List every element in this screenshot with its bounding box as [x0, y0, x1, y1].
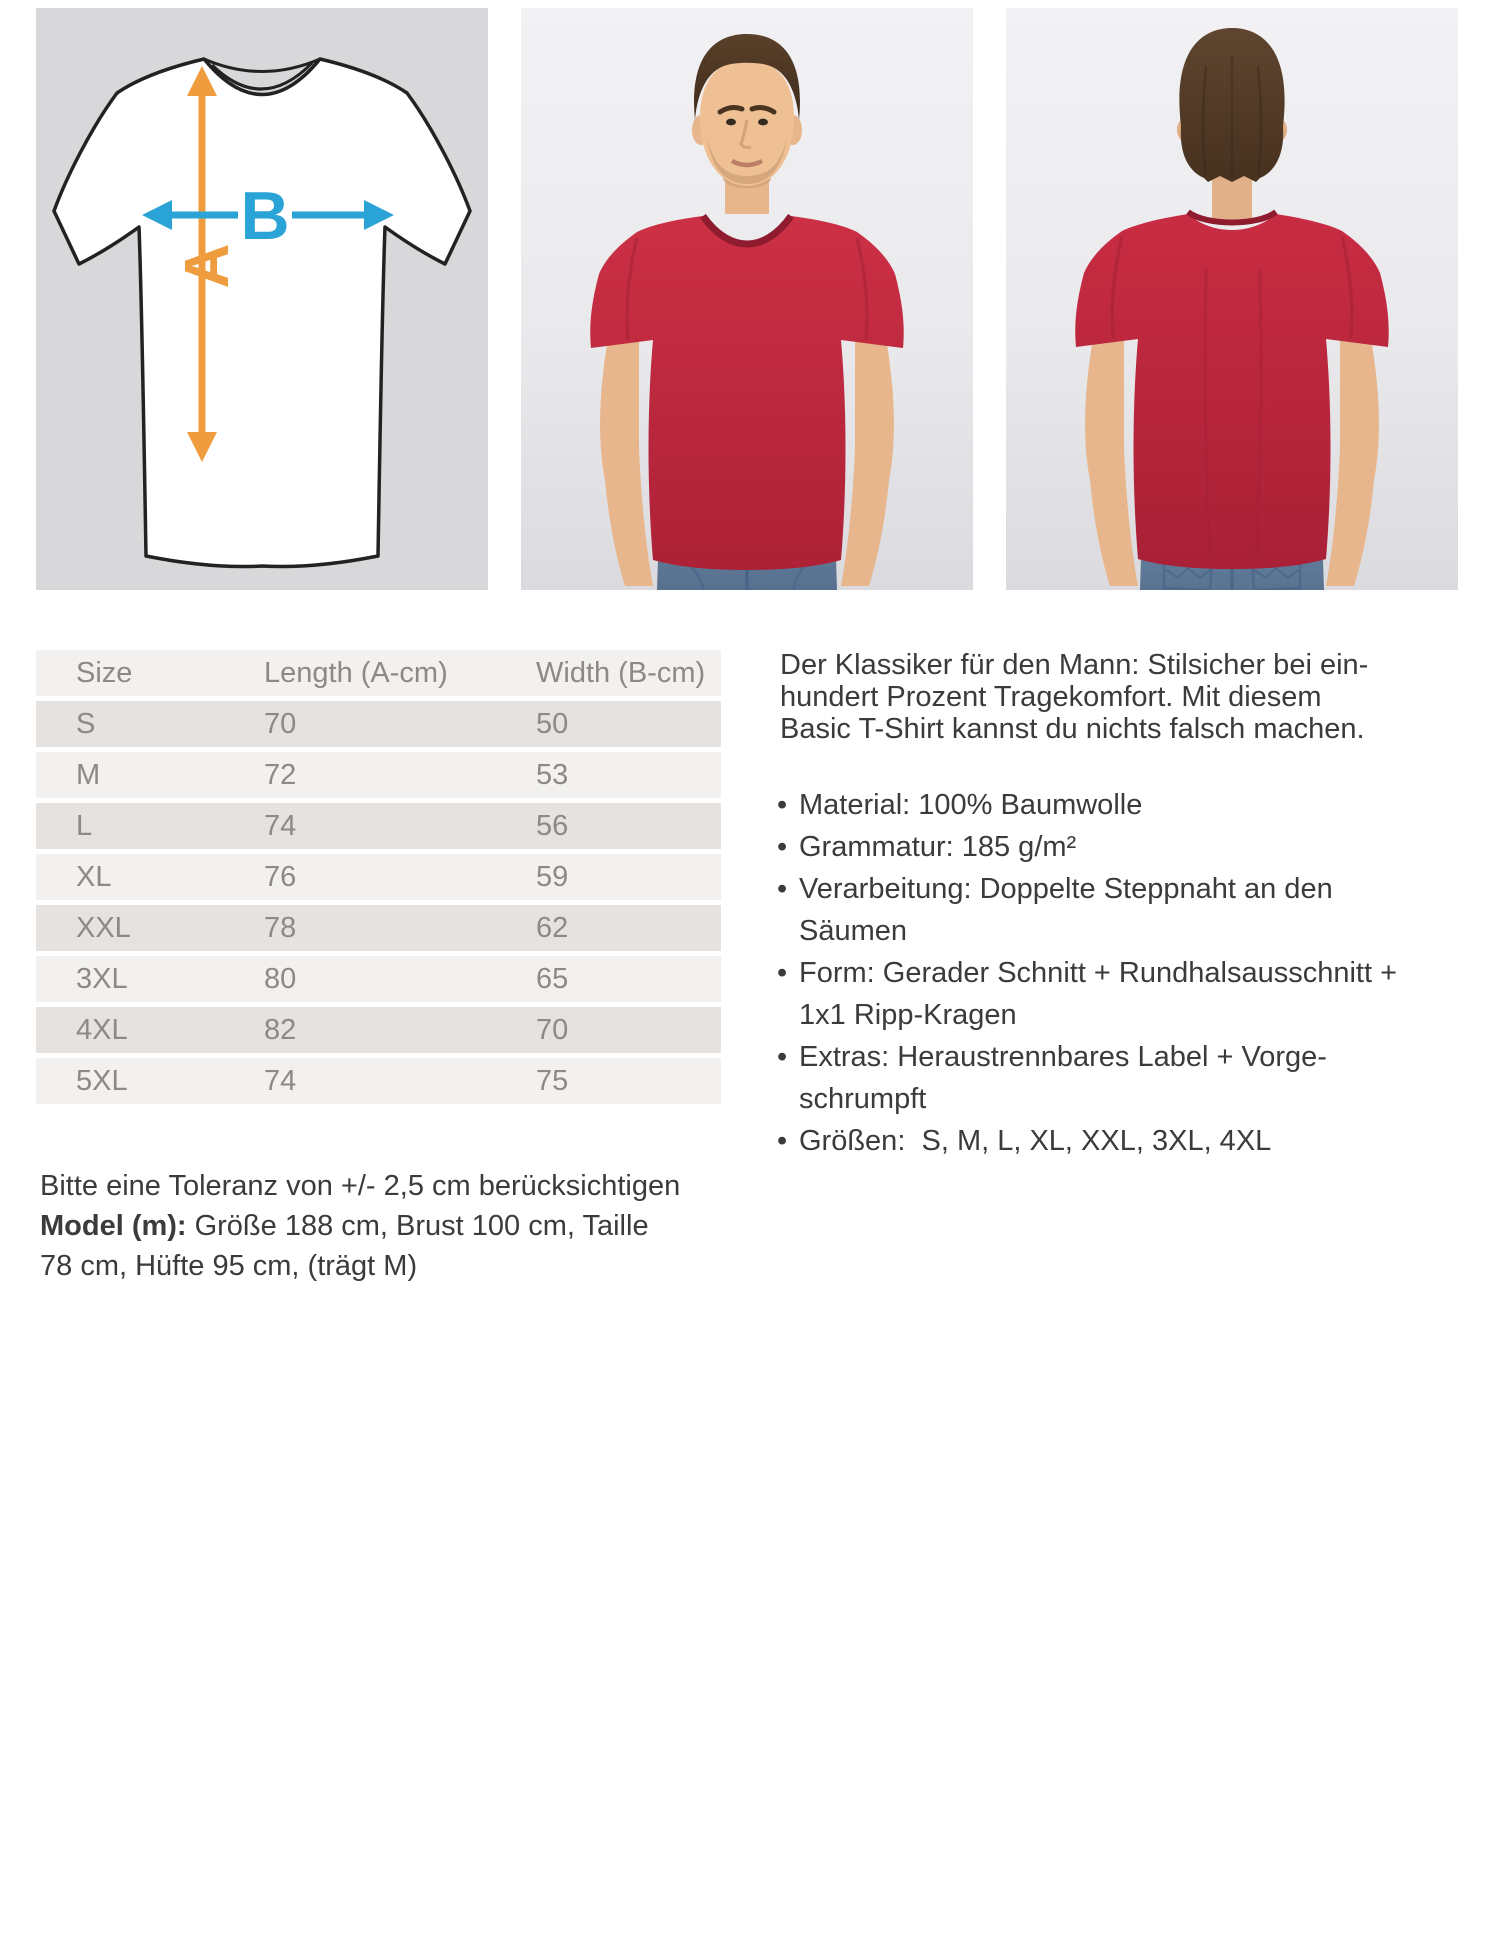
feature-form: Form: Gerader Schnitt + Rundhalsausschnitt + 1x1 Ripp-Kragen [799, 957, 1406, 1031]
cell-width: 65 [536, 962, 569, 995]
list-item [777, 952, 1406, 1036]
size-table-header-size: Size [76, 656, 133, 689]
model-back-image [1006, 8, 1458, 590]
cell-size: 3XL [76, 962, 128, 995]
cell-size: S [76, 707, 96, 740]
bullet-icon: • [777, 789, 788, 821]
feature-verarbeitung: Verarbeitung: Doppelte Steppnaht an den Säumen [799, 873, 1341, 947]
feature-extras: Extras: Heraustrennbares Label + Vorgeschrumpft [799, 1041, 1327, 1115]
feature-list [777, 784, 1406, 1162]
cell-size: 4XL [76, 1013, 128, 1046]
table-row [36, 701, 721, 747]
tshirt-outline-icon [54, 59, 470, 567]
bullet-icon: • [777, 957, 788, 989]
bullet-icon: • [777, 1041, 788, 1073]
cell-length: 78 [264, 911, 297, 944]
list-item [777, 784, 1402, 826]
table-row [36, 1058, 721, 1104]
cell-length: 72 [264, 758, 297, 791]
cell-size: XXL [76, 911, 131, 944]
cell-width: 56 [536, 809, 569, 842]
cell-width: 70 [536, 1013, 569, 1046]
cell-length: 74 [264, 1064, 297, 1097]
table-row [36, 956, 721, 1002]
table-row [36, 1007, 721, 1053]
tolerance-note: Bitte eine Toleranz von +/- 2,5 cm berücksichtigen [40, 1170, 681, 1202]
size-diagram-label-a: A [173, 243, 242, 289]
cell-width: 62 [536, 911, 569, 944]
size-diagram-label-b: B [240, 178, 290, 254]
cell-size: XL [76, 860, 112, 893]
feature-material: Material: 100% Baumwolle [799, 789, 1143, 821]
table-row [36, 905, 721, 951]
table-row [36, 854, 721, 900]
model-note-label: Model (m): [40, 1210, 187, 1242]
bullet-icon: • [777, 873, 788, 905]
list-item [777, 1036, 1402, 1120]
cell-width: 53 [536, 758, 569, 791]
model-note-text: Größe 188 cm, Brust 100 cm, Taille 78 cm, Hüfte 95 cm, (trägt M) [40, 1210, 649, 1282]
cell-length: 80 [264, 962, 297, 995]
size-table-header-length: Length (A-cm) [264, 656, 448, 689]
cell-width: 75 [536, 1064, 569, 1097]
bullet-icon: • [777, 1125, 788, 1157]
list-item [777, 1120, 1402, 1162]
cell-length: 82 [264, 1013, 297, 1046]
cell-length: 76 [264, 860, 297, 893]
list-item [777, 826, 1402, 868]
cell-length: 70 [264, 707, 297, 740]
model-back-photo [1006, 8, 1458, 590]
product-description [777, 649, 1406, 1162]
model-front-photo [521, 8, 973, 590]
table-row [36, 803, 721, 849]
size-table [36, 645, 721, 1109]
size-diagram-panel [36, 8, 488, 590]
size-diagram-image [36, 8, 488, 590]
size-table-header-width: Width (B-cm) [536, 656, 706, 689]
feature-groessen: Größen: S, M, L, XL, XXL, 3XL, 4XL [799, 1125, 1272, 1157]
measurement-notes [40, 1166, 681, 1286]
cell-width: 50 [536, 707, 569, 740]
bullet-icon: • [777, 831, 788, 863]
head-back [1177, 28, 1287, 182]
list-item [777, 868, 1402, 952]
model-note [40, 1206, 670, 1286]
size-table-header-row [36, 650, 721, 696]
cell-size: 5XL [76, 1064, 128, 1097]
table-row [36, 752, 721, 798]
cell-size: L [76, 809, 93, 842]
cell-length: 74 [264, 809, 297, 842]
feature-grammatur: Grammatur: 185 g/m² [799, 831, 1077, 863]
cell-size: M [76, 758, 101, 791]
cell-width: 59 [536, 860, 569, 893]
description-intro: Der Klassiker für den Mann: Stilsicher bei einhundert Prozent Tragekomfort. Mit diesem Basic T-Shirt kannst du nichts falsch machen. [780, 649, 1369, 745]
model-front-image [521, 8, 973, 590]
